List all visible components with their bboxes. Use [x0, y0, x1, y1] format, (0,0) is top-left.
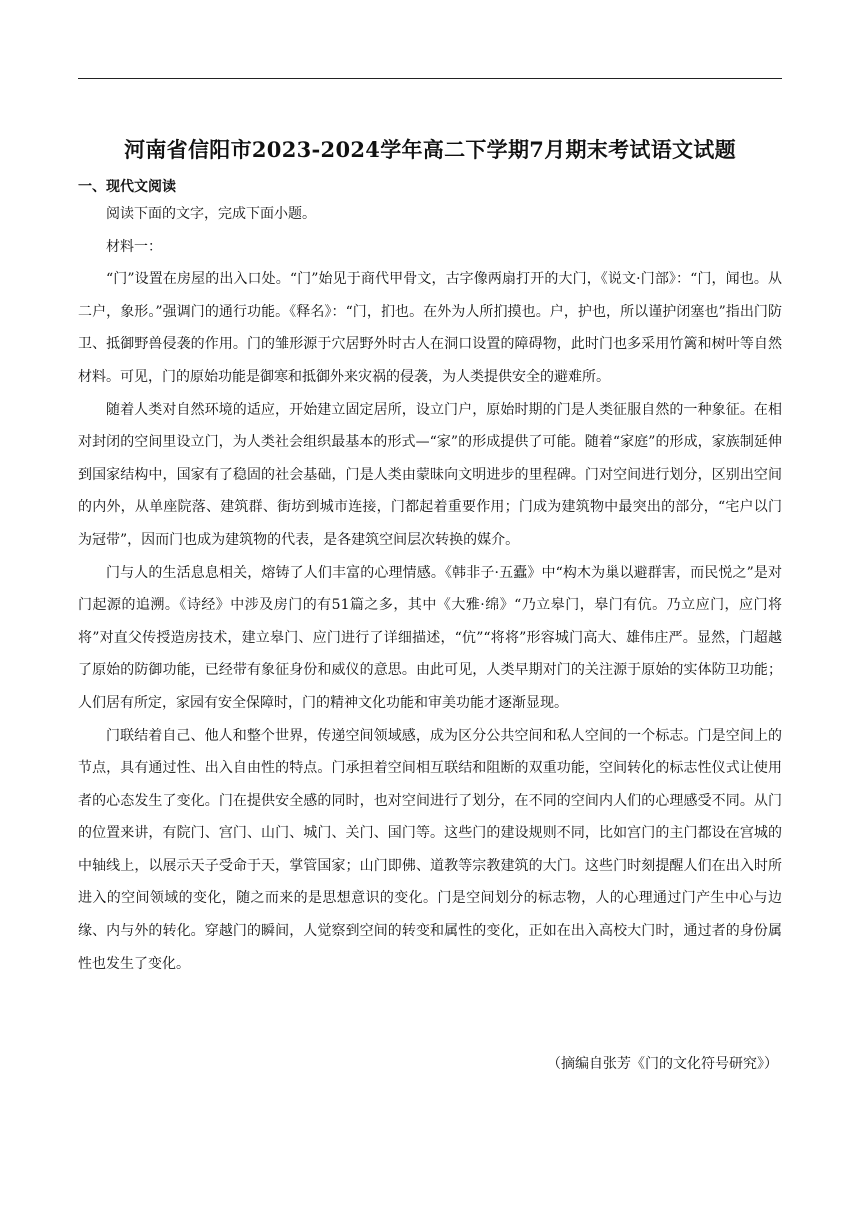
- passage-paragraph: 随着人类对自然环境的适应，开始建立固定居所，设立门户，原始时期的门是人类征服自然的一种象征。在相对封闭的空间里设立门，为人类社会组织最基本的形式—“家”的形成提供了可能。随着“家庭”的形成，家族制延伸到国家结构中，国家有了稳固的社会基础，门是人类由蒙昧向文明进步的里程碑。门对空间进行划分，区别出空间的内外，从单座院落、建筑群、街坊到城市连接，门都起着重要作用；门成为建筑物中最突出的部分，“宅户以门为冠带”，因而门也成为建筑物的代表，是各建筑空间层次转换的媒介。: [78, 401, 782, 548]
- section-heading: 一、现代文阅读: [78, 179, 176, 195]
- reading-passage: [78, 198, 782, 980]
- passage-paragraph: 门与人的生活息息相关，熔铸了人们丰富的心理情感。《韩非子·五蠹》中“构木为巢以避群害，而民悦之”是对门起源的追溯。《诗经》中涉及房门的有51篇之多，其中《大雅·绵》“乃立皋门，皋门有伉。乃立应门，应门将将”对直父传授造房技术，建立皋门、应门进行了详细描述，“伉”“将将”形容城门高大、雄伟庄严。显然，门超越了原始的防御功能，已经带有象征身份和威仪的意思。由此可见，人类早期对门的关注源于原始的实体防卫功能；人们居有所定，家园有安全保障时，门的精神文化功能和审美功能才逐渐显现。: [78, 564, 782, 711]
- instruction-text: 阅读下面的文字，完成下面小题。: [106, 206, 316, 222]
- passage-paragraph: 门联结着自己、他人和整个世界，传递空间领域感，成为区分公共空间和私人空间的一个标志。门是空间上的节点，具有通过性、出入自由性的特点。门承担着空间相互联结和阻断的双重功能，空间转化的标志性仪式让使用者的心态发生了变化。门在提供安全感的同时，也对空间进行了划分，在不同的空间内人们的心理感受不同。从门的位置来讲，有院门、宫门、山门、城门、关门、国门等。这些门的建设规则不同，比如宫门的主门都设在宫城的中轴线上，以展示天子受命于天，掌管国家；山门即佛、道教等宗教建筑的大门。这些门时刻提醒人们在出入时所进入的空间领域的变化，随之而来的是思想意识的变化。门是空间划分的标志物，人的心理通过门产生中心与边缘、内与外的转化。穿越门的瞬间，人觉察到空间的转变和属性的变化，正如在出入高校大门时，通过者的身份属性也发生了变化。: [78, 727, 782, 972]
- material-label: 材料一：: [106, 238, 162, 255]
- passage-paragraph: “门”设置在房屋的出入口处。“门”始见于商代甲骨文，古字像两扇打开的大门，《说文·门部》：“门，闻也。从二户，象形。”强调门的通行功能。《释名》：“门，扪也。在外为人所扪摸也。户，护也，所以谨护闭塞也”指出门防卫、抵御野兽侵袭的作用。门的雏形源于穴居野外时古人在洞口设置的障碍物，此时门也多采用竹篱和树叶等自然材料。可见，门的原始功能是御寒和抵御外来灾祸的侵袭，为人类提供安全的避难所。: [78, 271, 782, 385]
- source-citation: （摘编自张芳《门的文化符号研究》）: [547, 1056, 778, 1072]
- header-rule: [78, 78, 782, 79]
- exam-title: 河南省信阳市2023-2024学年高二下学期7月期末考试语文试题: [124, 137, 736, 162]
